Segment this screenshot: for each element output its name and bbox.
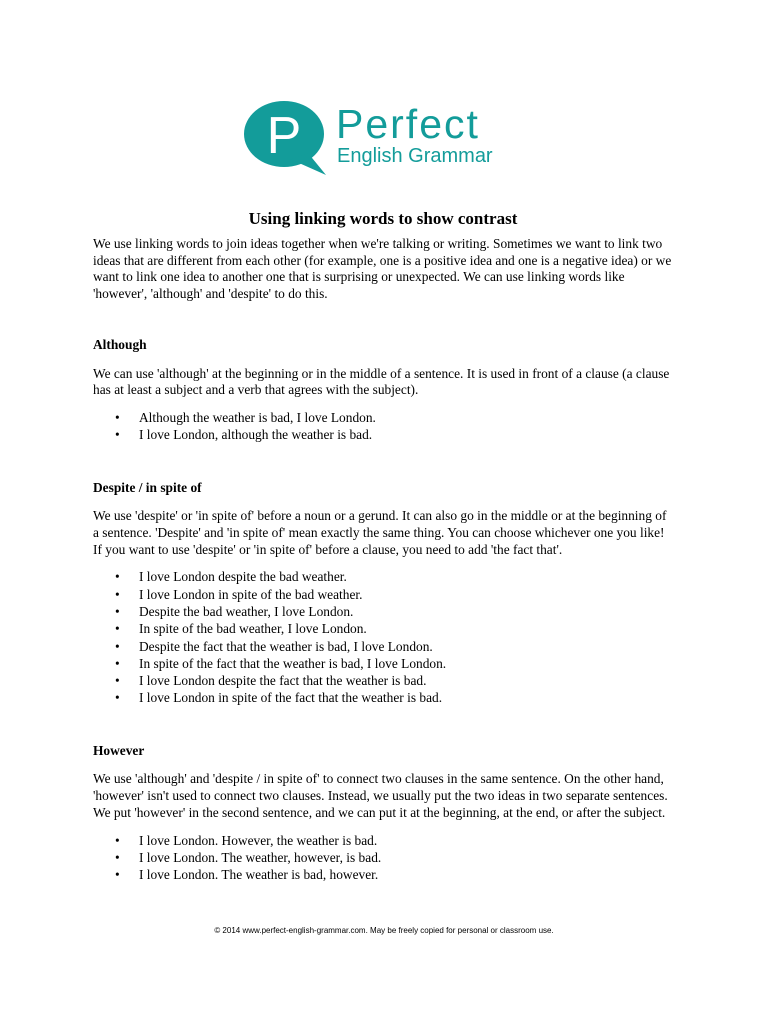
speech-bubble-p-logo-icon [244, 101, 328, 177]
section-heading-however: However [93, 742, 145, 758]
example-list-despite [93, 568, 673, 706]
list-item: • I love London despite the fact that the weather is bad. [93, 672, 673, 689]
list-item: • I love London despite the bad weather. [93, 568, 673, 585]
list-item: • I love London. The weather, however, is bad. [93, 849, 673, 866]
section-heading-although: Although [93, 336, 147, 352]
list-item: • I love London, although the weather is bad. [93, 426, 673, 443]
list-item: • Despite the bad weather, I love London. [93, 603, 673, 620]
intro-paragraph: We use linking words to join ideas together when we're talking or writing. Sometimes we want to link two ideas that are different from each other (for example, one is a positive idea and one is a negative idea) or we want to link one idea to another one that is surprising or unexpected. We can use linking words like 'however', 'although' and 'despite' to do this. [93, 236, 672, 302]
logo-word-perfect: Perfect [336, 101, 480, 147]
section-text-although: We can use 'although' at the beginning or in the middle of a sentence. It is used in front of a clause (a clause has at least a subject and a verb that agrees with the subject). [93, 365, 670, 398]
list-item: • Although the weather is bad, I love London. [93, 409, 673, 426]
document-body [93, 208, 673, 883]
list-item: • Despite the fact that the weather is bad, I love London. [93, 638, 673, 655]
example-list-however [93, 832, 673, 884]
list-item: • I love London. The weather is bad, however. [93, 866, 673, 883]
list-item: • I love London in spite of the fact that the weather is bad. [93, 689, 673, 706]
copyright-footer: © 2014 www.perfect-english-grammar.com. May be freely copied for personal or classroom use. [214, 926, 554, 935]
site-logo [244, 101, 534, 177]
list-item: • I love London in spite of the bad weather. [93, 586, 673, 603]
list-item: • I love London. However, the weather is bad. [93, 832, 673, 849]
page-title: Using linking words to show contrast [248, 209, 518, 228]
logo-letter: P [266, 107, 302, 165]
list-item: • In spite of the bad weather, I love London. [93, 620, 673, 637]
logo-word-english-grammar: English Grammar [337, 145, 493, 167]
list-item: • In spite of the fact that the weather is bad, I love London. [93, 655, 673, 672]
section-text-despite: We use 'despite' or 'in spite of' before a noun or a gerund. It can also go in the middle or at the beginning of a sentence. 'Despite' and 'in spite of' mean exactly the same thing. You can choose whichever one you like! If you want to use 'despite' or 'in spite of' before a clause, you need to add 'the fact that'. [93, 508, 667, 557]
example-list-although [93, 409, 673, 444]
section-text-however: We use 'although' and 'despite / in spite of' to connect two clauses in the same sentence. On the other hand, 'however' isn't used to connect two clauses. Instead, we usually put the two ideas in two separate sentences. We put 'however' in the second sentence, and we can put it at the beginning, at the end, or after the subject. [93, 771, 668, 820]
section-heading-despite: Despite / in spite of [93, 479, 202, 495]
